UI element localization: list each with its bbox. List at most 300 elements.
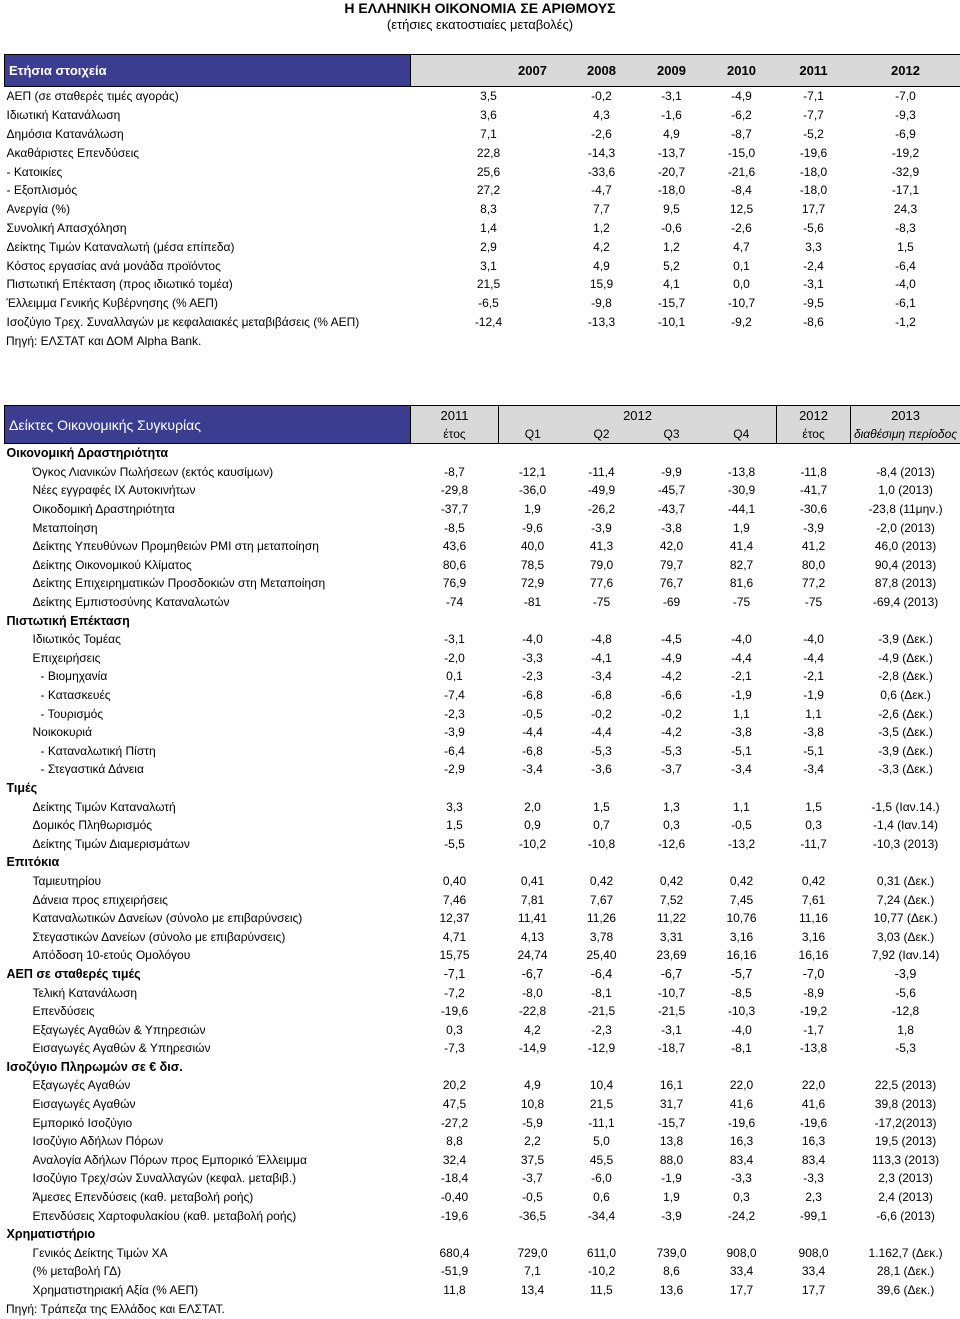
cell-value: -3,3: [522, 650, 543, 665]
cell-value: -5,3: [661, 743, 682, 758]
cell-value: -14,9: [518, 1041, 547, 1056]
row-label: - Κατασκευές: [40, 688, 111, 703]
cell-value: -6,8: [522, 688, 543, 703]
cell-value: -6,1: [895, 296, 916, 311]
cell-value: -5,9: [522, 1115, 543, 1130]
cell-value: -4,4: [591, 725, 612, 740]
row-label: Επενδύσεις: [32, 1004, 95, 1019]
cell-value: -6,8: [591, 688, 612, 703]
cell-value: -69: [662, 595, 681, 610]
cell-value: -12,9: [587, 1041, 616, 1056]
cell-value: -7,7: [803, 108, 824, 123]
cell-value: -0,5: [522, 706, 543, 721]
cell-value: 611,0: [586, 1245, 617, 1260]
row-label: - Εξοπλισμός: [6, 183, 78, 198]
section-row: [5, 611, 960, 630]
cell-value: -1,5 (Ιαν.14.): [871, 799, 940, 814]
cell-value: -18,7: [657, 1041, 686, 1056]
cell-value: -6,4: [444, 743, 465, 758]
cell-value: 3,6: [480, 108, 497, 123]
cell-value: 11,8: [443, 1283, 466, 1298]
cell-value: -12,1: [518, 464, 547, 479]
row-label: Νοικοκυριά: [32, 725, 93, 740]
row-label: Άμεσες Επενδύσεις (καθ. μεταβολή ροής): [32, 1190, 254, 1205]
cell-value: -3,7: [522, 1171, 543, 1186]
cell-value: 1,1: [805, 706, 822, 721]
cell-value: -0,2: [661, 706, 682, 721]
cell-value: -27,2: [440, 1115, 469, 1130]
table-row: [5, 1206, 960, 1225]
cell-value: 4,9: [524, 1078, 541, 1093]
table-row: [5, 797, 960, 816]
cell-value: 0,1: [733, 258, 750, 273]
annual-data-table: [4, 54, 960, 331]
cell-value: 80,0: [801, 557, 826, 572]
cell-value: 0,1: [446, 669, 463, 684]
row-label: Επενδύσεις Χαρτοφυλακίου (καθ. μεταβολή ροής): [32, 1208, 297, 1223]
indicators-table: [4, 405, 960, 1299]
cell-value: 3,5: [480, 89, 497, 104]
cell-value: 7,7: [593, 202, 610, 217]
annual-source-note: Πηγή: ΕΛΣΤΑΤ και ΔΟΜ Alpha Bank.: [6, 334, 202, 348]
cell-value: -11,4: [588, 464, 615, 479]
cell-value: -2,6: [731, 220, 752, 235]
section-spacer: [411, 444, 960, 463]
cell-value: 13,4: [520, 1283, 545, 1298]
cell-value: -4,2: [661, 725, 682, 740]
cell-value: -3,3 (Δεκ.): [878, 762, 933, 777]
cell-value: 15,75: [439, 948, 470, 963]
cell-value: -9,6: [522, 520, 543, 535]
cell-value: -10,2: [587, 1264, 616, 1279]
cell-value: 7,1: [524, 1264, 541, 1279]
cell-value: -8,7: [444, 464, 465, 479]
cell-value: 11,5: [590, 1283, 613, 1298]
cell-value: 1,5: [593, 799, 610, 814]
cell-value: -6,4: [590, 966, 613, 981]
year-header: 2010: [707, 55, 777, 87]
cell-value: 5,0: [593, 1134, 610, 1149]
cell-value: 1,0 (2013): [878, 483, 933, 498]
cell-value: -3,9: [591, 520, 612, 535]
row-label: Έλλειμμα Γενικής Κυβέρνησης (% ΑΕΠ): [6, 296, 218, 311]
cell-value: 41,2: [801, 539, 826, 554]
section-row: [5, 1058, 960, 1077]
cell-value: -4,5: [661, 632, 682, 647]
table-row: [5, 1132, 960, 1151]
cell-value: 81,6: [729, 576, 754, 591]
cell-value: -18,4: [440, 1171, 469, 1186]
cell-value: 21,5: [476, 277, 501, 292]
cell-value: 11,26: [586, 911, 617, 926]
cell-value: 20,2: [442, 1078, 467, 1093]
cell-value: -13,7: [657, 145, 686, 160]
cell-value: -6,0: [591, 1171, 612, 1186]
cell-value: -12,8: [891, 1004, 920, 1019]
cell-value: -8,5: [731, 985, 752, 1000]
row-label: Δείκτης Εμπιστοσύνης Καταναλωτών: [32, 595, 230, 610]
cell-value: 1,3: [663, 799, 680, 814]
cell-value: -8,5: [444, 520, 465, 535]
cell-value: -13,3: [587, 314, 616, 329]
cell-value: -5,3: [895, 1041, 916, 1056]
cell-value: 0,3: [446, 1022, 463, 1037]
cell-value: -3,4: [522, 762, 543, 777]
section-spacer: [411, 853, 960, 872]
year-header: 2009: [637, 55, 707, 87]
cell-value: 12,5: [729, 202, 754, 217]
cell-value: 10,4: [589, 1078, 614, 1093]
cell-value: -4,9: [661, 650, 682, 665]
cell-value: 47,5: [442, 1097, 467, 1112]
cell-value: 16,1: [659, 1078, 684, 1093]
cell-value: 10,8: [520, 1097, 545, 1112]
cell-value: 3,16: [801, 929, 826, 944]
cell-value: 11,41: [517, 911, 548, 926]
cell-value: -4,0: [803, 632, 824, 647]
row-label: Εισαγωγές Αγαθών & Υπηρεσιών: [32, 1041, 211, 1056]
cell-value: -7,4: [444, 688, 465, 703]
year-header: 2008: [567, 55, 637, 87]
table-row: [5, 927, 960, 946]
cell-value: 8,8: [446, 1134, 463, 1149]
cell-value: -3,8: [803, 725, 824, 740]
cell-value: -30,6: [799, 502, 828, 517]
cell-value: 11,22: [656, 911, 687, 926]
section-row: [5, 853, 960, 872]
cell-value: 5,2: [663, 258, 680, 273]
cell-value: -3,1: [803, 277, 824, 292]
cell-value: 42,0: [659, 539, 684, 554]
cell-value: -26,2: [587, 502, 616, 517]
cell-value: 0,42: [659, 873, 684, 888]
col-2012-quarters: 2012: [499, 406, 777, 426]
cell-value: -9,9: [661, 464, 682, 479]
cell-value: 79,7: [659, 557, 684, 572]
cell-value: -81: [523, 595, 542, 610]
cell-value: -9,3: [895, 108, 916, 123]
cell-value: -6,7: [521, 966, 544, 981]
cell-value: -8,4 (2013): [876, 464, 935, 479]
cell-value: -29,8: [440, 483, 469, 498]
cell-value: 1,1: [733, 706, 750, 721]
page-header: [0, 0, 960, 33]
cell-value: -23,8 (11μην.): [868, 502, 943, 517]
table-row: [5, 649, 960, 668]
cell-value: 3,3: [805, 239, 822, 254]
cell-value: 4,71: [442, 929, 467, 944]
row-label: - Τουρισμός: [40, 706, 104, 721]
cell-value: -14,3: [587, 145, 616, 160]
cell-value: -11,7: [800, 836, 827, 851]
cell-value: 32,4: [442, 1152, 467, 1167]
cell-value: 13,8: [659, 1134, 684, 1149]
cell-value: -33,6: [587, 164, 616, 179]
cell-value: 7,81: [520, 892, 545, 907]
cell-value: 1,5: [446, 818, 463, 833]
cell-value: -2,6 (Δεκ.): [878, 706, 933, 721]
row-label: Χρηματιστηριακή Αξία (% ΑΕΠ): [32, 1283, 199, 1298]
table-row: [5, 1020, 960, 1039]
cell-value: -10,7: [727, 296, 756, 311]
row-label: Νέες εγγραφές ΙΧ Αυτοκινήτων: [32, 483, 196, 498]
cell-value: -19,6: [440, 1208, 469, 1223]
cell-value: -2,3: [444, 706, 465, 721]
cell-value: 1,2: [593, 220, 610, 235]
cell-value: 1,9: [663, 1190, 680, 1205]
cell-value: 16,16: [726, 948, 757, 963]
section-row: [5, 779, 960, 798]
section-title: Χρηματιστήριο: [6, 1227, 96, 1242]
cell-value: -6,7: [660, 966, 683, 981]
cell-value: 46,0 (2013): [874, 539, 937, 554]
cell-value: -49,9: [587, 483, 616, 498]
cell-value: -7,3: [444, 1041, 465, 1056]
cell-value: -2,3: [591, 1022, 612, 1037]
cell-value: 8,3: [480, 202, 497, 217]
cell-value: -3,9: [803, 520, 824, 535]
cell-value: 0,6 (Δεκ.): [880, 688, 931, 703]
cell-value: -19,2: [799, 1004, 828, 1019]
row-label: Ανεργία (%): [6, 202, 71, 217]
cell-value: -17,2(2013): [874, 1115, 937, 1130]
cell-value: 1,5: [897, 239, 914, 254]
cell-value: 17,7: [801, 202, 826, 217]
cell-value: 1,8: [897, 1022, 914, 1037]
row-label: Κόστος εργασίας ανά μονάδα προϊόντος: [6, 258, 221, 273]
row-label: - Στεγαστικά Δάνεια: [40, 762, 144, 777]
row-label: Δείκτης Τιμών Καταναλωτή: [32, 799, 176, 814]
table-row: [5, 256, 960, 275]
cell-value: -3,3: [803, 1171, 824, 1186]
table-row: [5, 275, 960, 294]
cell-value: -34,4: [587, 1208, 616, 1223]
table-row: [5, 723, 960, 742]
cell-value: 3,03 (Δεκ.): [876, 929, 935, 944]
cell-value: -4,4: [522, 725, 543, 740]
cell-value: 22,0: [729, 1078, 754, 1093]
cell-value: 23,69: [656, 948, 687, 963]
cell-value: 45,5: [589, 1152, 614, 1167]
cell-value: -43,7: [657, 502, 686, 517]
cell-value: 0,3: [733, 1190, 750, 1205]
cell-value: -10,8: [587, 836, 616, 851]
cell-value: -10,1: [657, 314, 686, 329]
row-label: Συνολική Απασχόληση: [6, 220, 127, 235]
cell-value: -4,0: [731, 1022, 752, 1037]
cell-value: 10,76: [726, 911, 757, 926]
table-row: [5, 890, 960, 909]
cell-value: 37,5: [520, 1152, 545, 1167]
table-row: [5, 237, 960, 256]
table-row: [5, 1039, 960, 1058]
cell-value: -6,8: [522, 743, 543, 758]
cell-value: 0,41: [520, 873, 545, 888]
cell-value: 4,2: [593, 239, 610, 254]
cell-value: 15,9: [589, 277, 614, 292]
subcol-q3: Q3: [637, 425, 707, 444]
cell-value: -8,3: [895, 220, 916, 235]
table-row: [5, 162, 960, 181]
table-row: [5, 1244, 960, 1263]
annual-heading: Ετήσια στοιχεία: [5, 55, 411, 87]
table-row: [5, 816, 960, 835]
row-label: Εξαγωγές Αγαθών & Υπηρεσιών: [32, 1022, 206, 1037]
cell-value: 3,1: [480, 258, 497, 273]
row-label: Όγκος Λιανικών Πωλήσεων (εκτός καυσίμων): [32, 464, 274, 479]
cell-value: 22,5 (2013): [874, 1078, 937, 1093]
cell-value: -8,6: [803, 314, 824, 329]
table-row: [5, 1076, 960, 1095]
cell-value: -32,9: [891, 164, 920, 179]
cell-value: -5,1: [803, 743, 824, 758]
cell-value: -1,9: [661, 1171, 682, 1186]
cell-value: 87,8 (2013): [874, 576, 937, 591]
cell-value: -9,8: [591, 296, 612, 311]
cell-value: -0,40: [440, 1190, 469, 1205]
section-title: Πιστωτική Επέκταση: [6, 613, 130, 628]
cell-value: -4,0: [522, 632, 543, 647]
row-label: Εξαγωγές Αγαθών: [32, 1078, 131, 1093]
cell-value: -19,6: [727, 1115, 756, 1130]
cell-value: 82,7: [729, 557, 754, 572]
cell-value: -3,8: [731, 725, 752, 740]
row-label: Γενικός Δείκτης Τιμών ΧΑ: [32, 1245, 168, 1260]
cell-value: -1,4 (Ιαν.14): [873, 818, 939, 833]
table-row: [5, 593, 960, 612]
cell-value: 21,5: [589, 1097, 614, 1112]
cell-value: 7,24 (Δεκ.): [876, 892, 935, 907]
cell-value: -0,5: [731, 818, 752, 833]
cell-value: -6,4: [895, 258, 916, 273]
cell-value: -10,3 (2013): [872, 836, 939, 851]
cell-value: -9,2: [731, 314, 752, 329]
row-label: Δείκτης Οικονομικού Κλίματος: [32, 557, 192, 572]
cell-value: -36,0: [518, 483, 547, 498]
cell-value: -1,7: [803, 1022, 824, 1037]
cell-value: 0,40: [442, 873, 467, 888]
cell-value: 7,52: [659, 892, 684, 907]
cell-value: -0,2: [591, 89, 612, 104]
table-row: [5, 518, 960, 537]
cell-value: -30,9: [727, 483, 756, 498]
section-spacer: [411, 611, 960, 630]
section-title: ΑΕΠ σε σταθερές τιμές: [6, 966, 141, 981]
cell-value: -24,2: [727, 1208, 756, 1223]
table-row: [5, 1262, 960, 1281]
cell-value: -22,8: [518, 1004, 547, 1019]
cell-value: -51,9: [440, 1264, 469, 1279]
cell-value: 24,3: [893, 202, 918, 217]
cell-value: -7,1: [443, 966, 466, 981]
cell-value: 1,1: [733, 799, 750, 814]
cell-value: 43,6: [442, 539, 467, 554]
row-label: Εισαγωγές Αγαθών: [32, 1097, 136, 1112]
cell-value: 78,5: [520, 557, 545, 572]
cell-value: 1,2: [663, 239, 680, 254]
cell-value: 2,3 (2013): [878, 1171, 933, 1186]
cell-value: 2,3: [805, 1190, 822, 1205]
cell-value: -15,7: [657, 1115, 686, 1130]
cell-value: -3,7: [661, 762, 682, 777]
cell-value: -5,7: [730, 966, 753, 981]
row-label: Ταμιευτηρίου: [32, 873, 102, 888]
table-row: [5, 125, 960, 144]
cell-value: -1,9: [731, 688, 752, 703]
cell-value: -3,6: [591, 762, 612, 777]
cell-value: 729,0: [517, 1245, 548, 1260]
cell-value: -3,8: [661, 520, 682, 535]
cell-value: 16,3: [729, 1134, 754, 1149]
section-spacer: [411, 779, 960, 798]
section-title: Επιτόκια: [6, 855, 60, 870]
row-label: Τελική Κατανάλωση: [32, 985, 138, 1000]
table-row: [5, 1151, 960, 1170]
cell-value: 79,0: [589, 557, 614, 572]
section-title: Τιμές: [6, 780, 38, 795]
cell-value: 7,67: [589, 892, 614, 907]
cell-value: 2,0: [524, 799, 541, 814]
row-label: Δομικός Πληθωρισμός: [32, 818, 153, 833]
subcol-q4: Q4: [707, 425, 777, 444]
cell-value: 76,9: [442, 576, 467, 591]
cell-value: -5,6: [803, 220, 824, 235]
cell-value: -5,2: [803, 126, 824, 141]
cell-value: -3,9 (Δεκ.): [878, 632, 933, 647]
table-row: [5, 834, 960, 853]
table-row: [5, 463, 960, 482]
row-label: Δάνεια προς επιχειρήσεις: [32, 892, 168, 907]
cell-value: -8,1: [731, 1041, 752, 1056]
row-label: Εμπορικό Ισοζύγιο: [32, 1115, 133, 1130]
cell-value: -10,2: [518, 836, 547, 851]
table-row: [5, 667, 960, 686]
table-row: [5, 481, 960, 500]
cell-value: 41,4: [729, 539, 754, 554]
row-label: Απόδοση 10-ετούς Ομολόγου: [32, 948, 191, 963]
cell-value: 40,0: [520, 539, 545, 554]
cell-value: -3,1: [661, 1022, 682, 1037]
subcol-2012-year: έτος: [777, 425, 851, 444]
cell-value: -13,2: [727, 836, 756, 851]
cell-value: -4,1: [591, 650, 612, 665]
cell-value: -37,7: [440, 502, 469, 517]
table-row: [5, 313, 960, 332]
cell-value: -4,8: [591, 632, 612, 647]
cell-value: -45,7: [657, 483, 686, 498]
cell-value: -19,6: [799, 1115, 828, 1130]
cell-value: -99,1: [799, 1208, 828, 1223]
cell-value: 0,7: [593, 818, 610, 833]
cell-value: 113,3 (2013): [871, 1152, 940, 1167]
indicators-source-note: Πηγή: Τράπεζα της Ελλάδος και ΕΛΣΤΑΤ.: [6, 1302, 225, 1316]
cell-value: -11,8: [800, 464, 827, 479]
cell-value: -2,1: [803, 669, 824, 684]
cell-value: -20,7: [657, 164, 686, 179]
row-label: Καταναλωτικών Δανείων (σύνολο με επιβαρύνσεις): [32, 911, 303, 926]
table-row: [5, 1113, 960, 1132]
section-spacer: [411, 1058, 960, 1077]
cell-value: 22,8: [476, 145, 501, 160]
table-row: [5, 1095, 960, 1114]
cell-value: -4,0: [731, 632, 752, 647]
cell-value: 3,31: [659, 929, 684, 944]
cell-value: -69,4 (2013): [872, 595, 939, 610]
header-spacer: [411, 55, 499, 87]
cell-value: 4,13: [520, 929, 545, 944]
cell-value: 28,1 (Δεκ.): [876, 1264, 935, 1279]
cell-value: -6,9: [895, 126, 916, 141]
